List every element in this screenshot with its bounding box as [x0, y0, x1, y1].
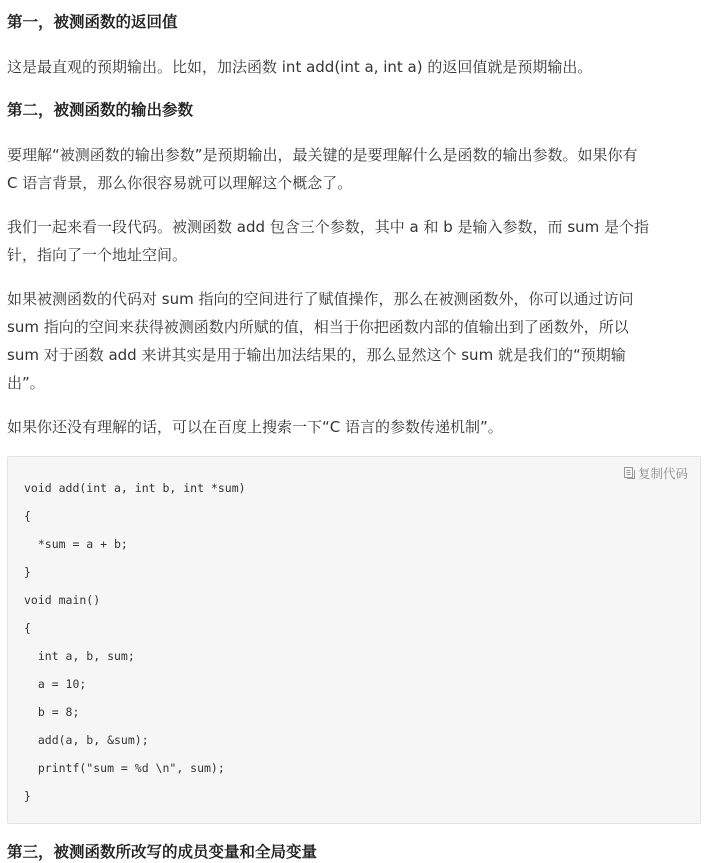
paragraph-sum-explanation	[7, 285, 697, 397]
code-line: {	[24, 621, 31, 635]
code-line: add(a, b, &sum);	[24, 733, 149, 747]
paragraph-search-hint	[7, 413, 697, 441]
section-heading-member-global-vars: 第三，被测函数所改写的成员变量和全局变量	[7, 843, 318, 861]
paragraph-line: sum 指向的空间来获得被测函数内所赋的值，相当于你把函数内部的值输出到了函数外，所以	[7, 318, 629, 336]
code-line: b = 8;	[24, 705, 80, 719]
paragraph-line: 针，指向了一个地址空间。	[7, 246, 188, 264]
copy-code-button[interactable]	[624, 464, 688, 482]
code-line: *sum = a + b;	[24, 537, 128, 551]
paragraph-line: 出”。	[7, 374, 45, 392]
copy-icon	[624, 467, 635, 479]
paragraph-output-params-intro	[7, 141, 697, 197]
code-content	[24, 474, 246, 810]
code-block	[7, 456, 701, 824]
copy-code-label: 复制代码	[637, 466, 688, 481]
paragraph-line: 如果你还没有理解的话，可以在百度上搜索一下“C 语言的参数传递机制”。	[7, 418, 503, 436]
paragraph-code-explanation	[7, 213, 697, 269]
code-line: a = 10;	[24, 677, 87, 691]
paragraph-line: 要理解“被测函数的输出参数”是预期输出，最关键的是要理解什么是函数的输出参数。如果你有	[7, 146, 638, 164]
code-line: printf("sum = %d \n", sum);	[24, 761, 225, 775]
code-line: void add(int a, int b, int *sum)	[24, 481, 246, 495]
code-line: }	[24, 565, 31, 579]
code-line: int a, b, sum;	[24, 649, 135, 663]
paragraph-line: sum 对于函数 add 来讲其实是用于输出加法结果的，那么显然这个 sum 就是我们的“预期输	[7, 346, 626, 364]
code-line: }	[24, 789, 31, 803]
paragraph-line: 这是最直观的预期输出。比如，加法函数 int add(int a, int a) 的返回值就是预期输出。	[7, 58, 593, 76]
code-line: void main()	[24, 593, 101, 607]
paragraph-line: 我们一起来看一段代码。被测函数 add 包含三个参数，其中 a 和 b 是输入参数，而 sum 是个指	[7, 218, 650, 236]
section-heading-return-value: 第一，被测函数的返回值	[7, 13, 178, 31]
paragraph-line: 如果被测函数的代码对 sum 指向的空间进行了赋值操作，那么在被测函数外，你可以通过访问	[7, 290, 634, 308]
paragraph-line: C 语言背景，那么你很容易就可以理解这个概念了。	[7, 174, 353, 192]
section-heading-output-params: 第二，被测函数的输出参数	[7, 101, 194, 119]
paragraph-return-value	[7, 53, 697, 81]
code-line: {	[24, 509, 31, 523]
